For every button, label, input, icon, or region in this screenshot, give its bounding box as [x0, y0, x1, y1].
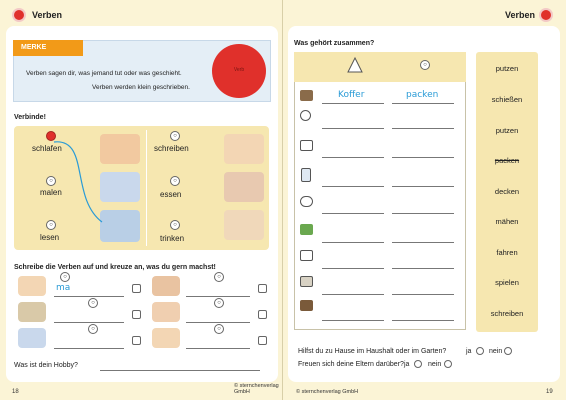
verb-bank-item: mähen	[495, 217, 519, 226]
verbinde-divider	[146, 130, 147, 246]
right-word-3: trinken	[160, 234, 185, 243]
left-copyright: © sternchenverlag GmbH	[234, 383, 279, 395]
window-icon	[301, 168, 311, 182]
circle-icon[interactable]: ○	[170, 176, 180, 186]
table-icon	[300, 300, 313, 311]
answer-line[interactable]	[54, 296, 124, 297]
verb-line[interactable]	[392, 186, 454, 187]
circle-icon[interactable]: ○	[46, 220, 56, 230]
circle-icon[interactable]: ○	[214, 324, 224, 334]
hobby-question: Was ist dein Hobby?	[14, 362, 78, 369]
q1-yes-label: ja	[466, 348, 472, 355]
verb-line[interactable]	[392, 268, 454, 269]
question-1: Hilfst du zu Hause im Haushalt oder im Garten?	[298, 348, 447, 355]
verb-bank-item: schießen	[491, 95, 523, 104]
verb-line[interactable]	[392, 103, 454, 104]
verb-bank-item-crossed: packen	[494, 156, 520, 165]
child-writing-picture	[224, 134, 264, 164]
hobby-answer-line[interactable]	[100, 370, 260, 371]
q2-no-radio[interactable]	[444, 360, 452, 368]
checkbox[interactable]	[258, 284, 267, 293]
left-header-title: Verben	[32, 10, 63, 20]
left-word-1: schlafen	[32, 144, 62, 153]
verb-line[interactable]	[392, 157, 454, 158]
lawn-icon	[300, 224, 313, 235]
matching-table	[294, 52, 466, 330]
circle-icon[interactable]: ○	[46, 176, 56, 186]
left-word-3: lesen	[40, 233, 60, 242]
circle-icon[interactable]: ○	[214, 272, 224, 282]
noun-line[interactable]	[322, 294, 384, 295]
right-header	[283, 4, 566, 26]
child-picture	[18, 328, 46, 348]
answer-line[interactable]	[54, 322, 124, 323]
circle-icon[interactable]: ○	[214, 298, 224, 308]
suitcase-icon	[300, 90, 313, 101]
ball-icon	[300, 110, 311, 121]
envelope-icon	[300, 140, 313, 151]
right-page-number: 19	[546, 389, 553, 395]
circle-icon[interactable]: ○	[88, 324, 98, 334]
matching-table-header	[294, 52, 466, 82]
handwritten-answer: ma	[56, 283, 71, 293]
verb-bank-item: putzen	[495, 64, 519, 73]
noun-line[interactable]	[322, 213, 384, 214]
left-word-2: malen	[40, 188, 62, 197]
child-picture	[18, 302, 46, 322]
right-header-title: Verben	[505, 10, 536, 20]
verb-bank-item: putzen	[495, 126, 519, 135]
verb-line[interactable]	[392, 213, 454, 214]
circle-icon[interactable]: ○	[60, 272, 70, 282]
checkbox[interactable]	[132, 336, 141, 345]
checkbox[interactable]	[258, 310, 267, 319]
circle-icon[interactable]: ○	[88, 298, 98, 308]
merke-line-1: Verben sagen dir, was jemand tut oder was geschieht.	[26, 70, 182, 77]
verb-bank-item: fahren	[496, 248, 518, 257]
child-picture	[152, 328, 180, 348]
noun-line[interactable]	[322, 103, 384, 104]
verb-answer: packen	[406, 90, 439, 100]
teeth-icon	[300, 250, 313, 261]
q1-yes-radio[interactable]	[476, 347, 484, 355]
child-picture	[152, 276, 180, 296]
verb-bank-item: schreiben	[490, 309, 524, 318]
noun-line[interactable]	[322, 320, 384, 321]
verb-line[interactable]	[392, 128, 454, 129]
noun-triangle-icon	[346, 56, 364, 74]
child-eating-picture	[224, 172, 264, 202]
schreibe-title: Schreibe die Verben auf und kreuze an, was du gern machst!	[14, 264, 216, 271]
left-header	[0, 4, 282, 26]
q1-no-radio[interactable]	[504, 347, 512, 355]
merke-tag: MERKE	[13, 40, 83, 56]
red-dot-icon	[541, 10, 551, 20]
noun-line[interactable]	[322, 242, 384, 243]
verb-stamp: Verb	[212, 44, 266, 98]
connection-line	[50, 138, 110, 228]
answer-line[interactable]	[186, 296, 250, 297]
q2-yes-radio[interactable]	[414, 360, 422, 368]
right-word-2: essen	[160, 190, 182, 199]
verb-line[interactable]	[392, 242, 454, 243]
verbinde-title: Verbinde!	[14, 114, 46, 121]
checkbox[interactable]	[258, 336, 267, 345]
q1-no-label: nein	[489, 348, 503, 355]
red-dot-icon	[14, 10, 24, 20]
zusammen-title: Was gehört zusammen?	[294, 40, 375, 47]
right-copyright: © sternchenverlag GmbH	[296, 389, 359, 395]
child-picture	[152, 302, 180, 322]
child-drinking-picture	[224, 210, 264, 240]
checkbox[interactable]	[132, 284, 141, 293]
answer-line[interactable]	[186, 348, 250, 349]
verb-bank-item: decken	[494, 187, 520, 196]
merke-line-2: Verben werden klein geschrieben.	[92, 84, 190, 91]
right-word-1: schreiben	[154, 144, 189, 153]
noun-line[interactable]	[322, 268, 384, 269]
verb-line[interactable]	[392, 294, 454, 295]
answer-line[interactable]	[186, 322, 250, 323]
bicycle-icon	[300, 196, 313, 207]
answer-line[interactable]	[54, 348, 124, 349]
noun-line[interactable]	[322, 157, 384, 158]
noun-answer: Koffer	[338, 90, 365, 100]
verb-circle-icon: ○	[420, 60, 430, 70]
cutlery-icon	[300, 276, 313, 287]
circle-icon[interactable]: ○	[170, 131, 180, 141]
q2-yes-label: ja	[404, 361, 410, 368]
circle-icon[interactable]: ○	[170, 220, 180, 230]
question-2: Freuen sich deine Eltern darüber?	[298, 361, 404, 368]
left-page-number: 18	[12, 389, 19, 395]
noun-line[interactable]	[322, 186, 384, 187]
verb-bank-item: spielen	[495, 278, 519, 287]
verb-line[interactable]	[392, 320, 454, 321]
child-picture	[18, 276, 46, 296]
noun-line[interactable]	[322, 128, 384, 129]
q2-no-label: nein	[428, 361, 442, 368]
checkbox[interactable]	[132, 310, 141, 319]
